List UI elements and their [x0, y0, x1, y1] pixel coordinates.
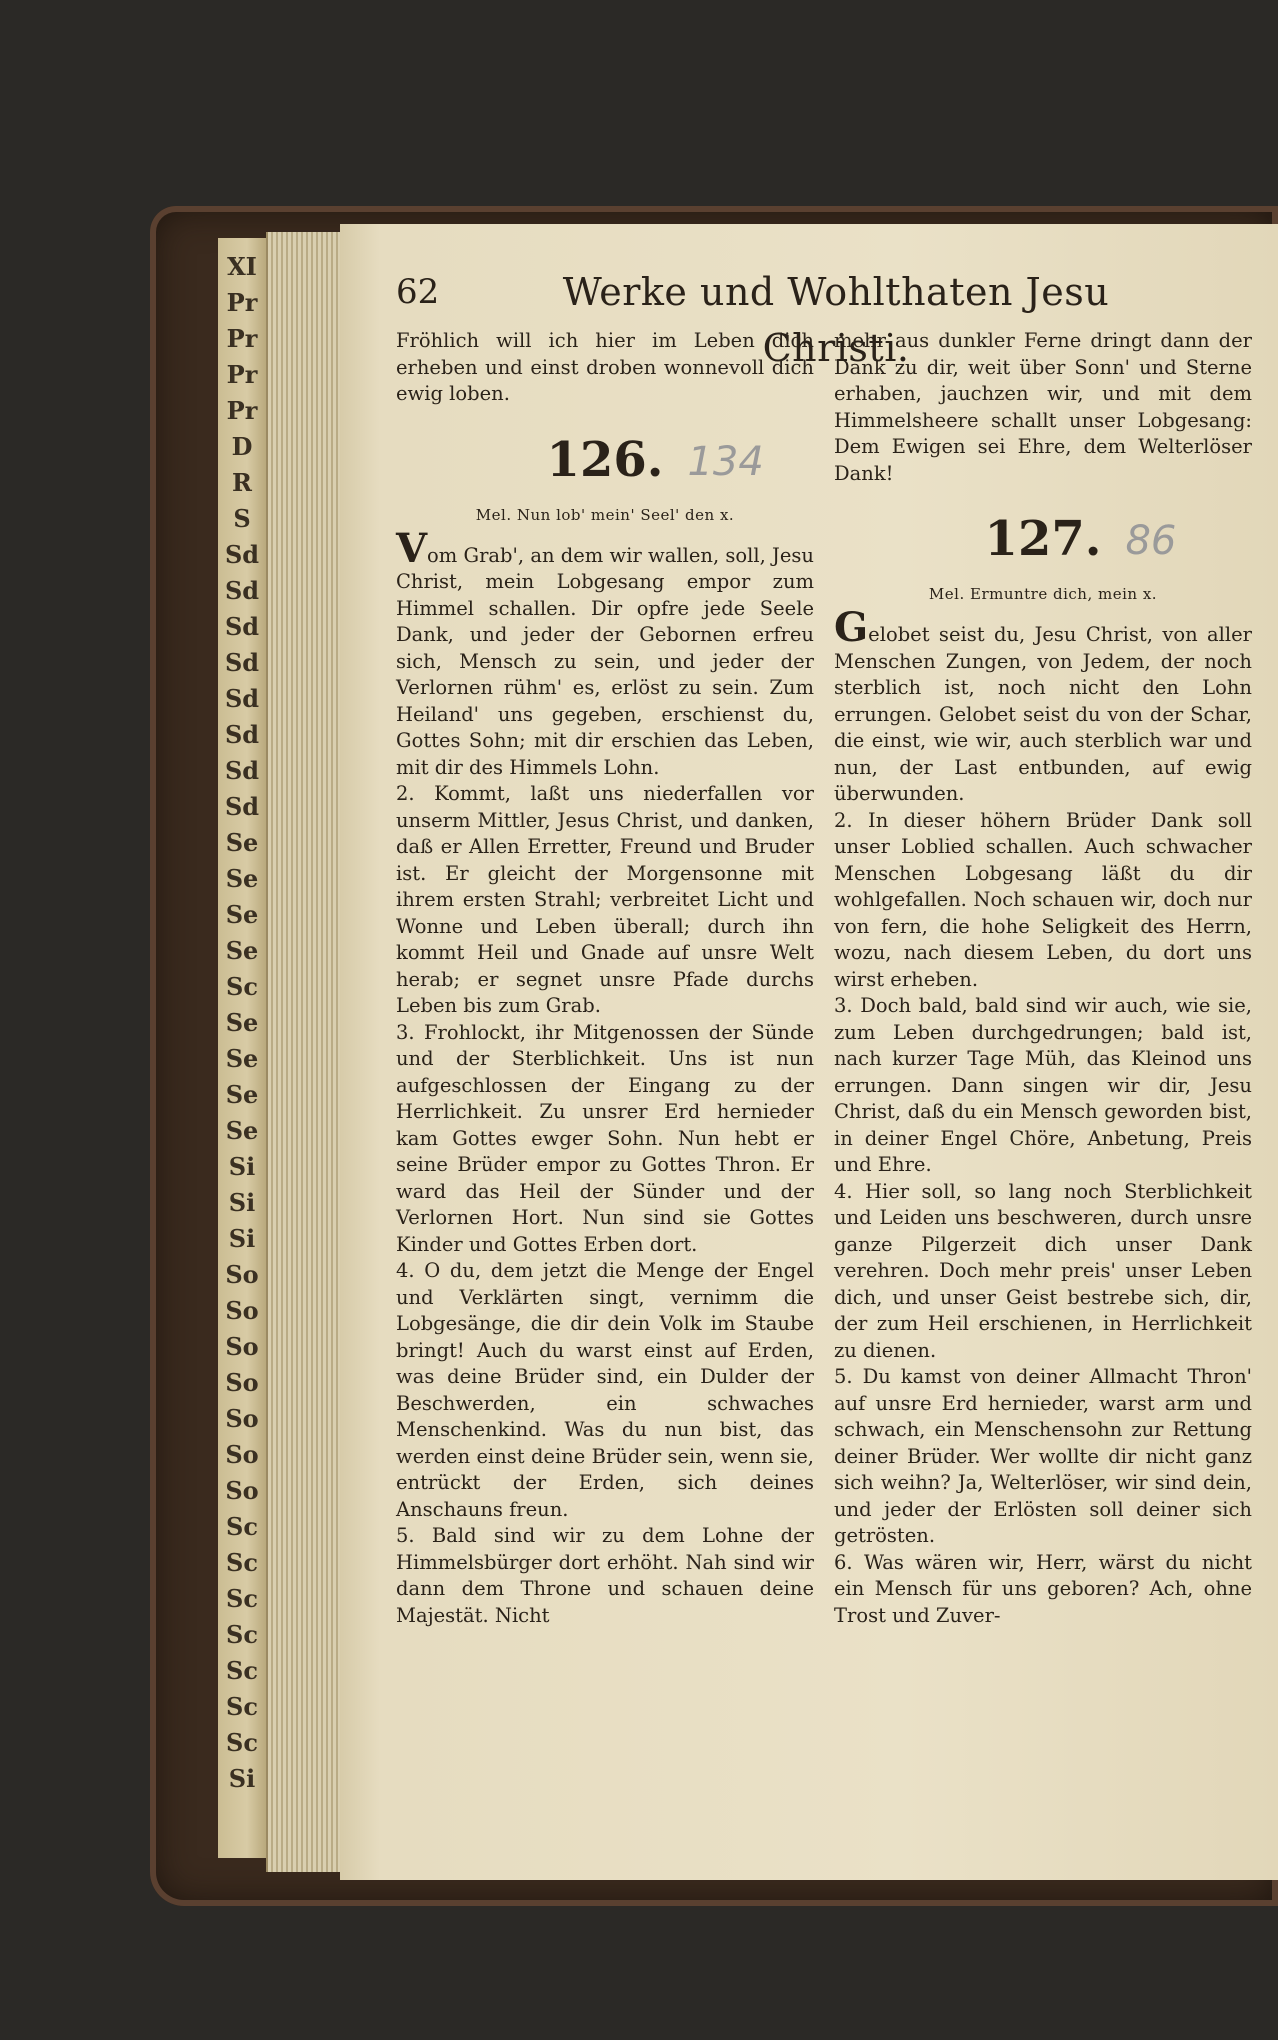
verse-1: [834, 604, 1252, 808]
verse-5: 5. Bald sind wir zu dem Lohne der Himmelsbürger dort erhöht. Nah sind wir dann dem Throne und schauen deine Majestät. Nicht: [396, 1524, 814, 1627]
thumb-tab: Sd: [224, 648, 260, 677]
thumb-tab: D: [231, 432, 253, 461]
book-page: [340, 224, 1278, 1880]
verse-1: [396, 524, 814, 782]
hymn-number-127: [834, 503, 1252, 575]
thumb-tab: Si: [228, 1152, 256, 1181]
thumb-tab: Se: [225, 828, 259, 857]
thumb-tab: So: [225, 1296, 259, 1325]
thumb-tab: Sc: [226, 1692, 258, 1721]
thumb-tab: Sd: [224, 576, 260, 605]
thumb-index-tabs: [218, 238, 268, 1858]
drop-cap: G: [834, 604, 869, 651]
hymn-number: 127.: [984, 511, 1102, 567]
melody-line: Mel. Ermuntre dich, mein x.: [928, 585, 1158, 603]
hymn-number: 126.: [546, 431, 664, 488]
thumb-tab: So: [225, 1332, 259, 1361]
thumb-tab: XI: [227, 252, 257, 281]
thumb-tab: Sd: [224, 612, 260, 641]
thumb-tab: Si: [228, 1188, 256, 1217]
thumb-tab: So: [225, 1476, 259, 1505]
thumb-tab: Sc: [226, 1584, 258, 1613]
verse-6: 6. Was wären wir, Herr, wärst du nicht ein Mensch für uns geboren? Ach, ohne Trost und Zuver-: [834, 1550, 1252, 1627]
thumb-tab: Sc: [226, 1548, 258, 1577]
verse-3: 3. Doch bald, bald sind wir auch, wie sie, zum Leben durchgedrungen; bald ist, nach kurzer Tage Müh, das Kleinod uns errungen. Dann singen wir dir, Jesu Christ, daß du ein Mensch geworden bist, in deiner Engel Chöre, Anbetung, Preis und Ehre.: [834, 994, 1252, 1176]
thumb-tab: So: [225, 1440, 259, 1469]
verse-5: 5. Du kamst von deiner Allmacht Thron' auf unsre Erd hernieder, warst arm und schwach, ein Menschensohn zur Rettung deiner Brüder. Wer wollte dir nicht ganz sich weihn? Ja, Welterlöser, wir sind dein, und jeder der Erlösten soll deiner sich getrösten.: [834, 1365, 1252, 1547]
thumb-tab: Sd: [224, 756, 260, 785]
thumb-tab: So: [225, 1260, 259, 1289]
thumb-tab: R: [232, 468, 252, 497]
thumb-tab: Sd: [224, 684, 260, 713]
thumb-tab: Se: [225, 936, 259, 965]
thumb-tab: Sd: [224, 792, 260, 821]
thumb-tab: Pr: [226, 360, 258, 389]
thumb-tab: Se: [225, 1008, 259, 1037]
thumb-tab: Se: [225, 900, 259, 929]
thumb-tab: Pr: [226, 324, 258, 353]
thumb-tab: Sc: [226, 1656, 258, 1685]
thumb-tab: Si: [228, 1224, 256, 1253]
verse-4: 4. Hier soll, so lang noch Sterblichkeit und Leiden uns beschweren, durch unsre ganze Pilgerzeit dich unser Dank verehren. Doch mehr preis' unser Leben dich, und unser Geist bestrebe sich, dir, der zum Heil erschienen, in Herrlichkeit zu dienen.: [834, 1179, 1252, 1362]
right-column: [834, 328, 1252, 1629]
thumb-tab: Si: [228, 1764, 256, 1793]
verse-2: 2. In dieser höhern Brüder Dank soll unser Loblied schallen. Auch schwacher Menschen Lobgesang läßt du dir wohlgefallen. Noch schauen wir, doch nur von fern, die hohe Seligkeit des Herrn, wozu, nach diesem Leben, du dort uns wirst erheben.: [834, 808, 1252, 991]
page-title: Werke und Wohlthaten Jesu Christi.: [562, 270, 1110, 370]
verse-3: 3. Frohlockt, ihr Mitgenossen der Sünde und der Sterblichkeit. Uns ist nun aufgeschlossen der Eingang zu der Herrlichkeit. Zu unsrer Erd hernieder kam Gottes ewger Sohn. Nun hebt er seine Brüder empor zu Gottes Thron. Er ward das Heil der Sünder und der Verlornen Hort. Nun sind sie Gottes Kinder und Gottes Erben dort.: [396, 1020, 814, 1256]
page-edges: [266, 232, 342, 1872]
melody-line: Mel. Nun lob' mein' Seel' den x.: [475, 505, 735, 524]
pencil-note: 134: [687, 438, 764, 485]
thumb-tab: Pr: [226, 396, 258, 425]
thumb-tab: Sc: [226, 1620, 258, 1649]
verse-2: 2. Kommt, laßt uns niederfallen vor unserm Mittler, Jesus Christ, und danken, daß er Allen Erretter, Freund und Bruder ist. Er gleicht der Morgensonne mit ihrem ersten Strahl; verbreitet Licht und Wonne und Leben überall; durch ihn kommt Heil und Gnade auf unsre Welt herab; er segnet unsre Pfade durchs Leben bis zum Grab.: [396, 782, 814, 1017]
page-number: 62: [396, 272, 440, 312]
continuation-text: mehr aus dunkler Ferne dringt dann der Dank zu dir, weit über Sonn' und Sterne erhaben, jauchzen wir, und mit dem Himmelsheere schallt unser Lobgesang: Dem Ewigen sei Ehre, dem Welterlöser Dank!: [834, 329, 1252, 485]
thumb-tab: Sd: [224, 540, 260, 569]
thumb-tab: So: [225, 1404, 259, 1433]
verse-4: 4. O du, dem jetzt die Menge der Engel und Verklärten singt, vernimm die Lobgesänge, die dir dein Volk im Staube bringt! Auch du warst einst auf Erden, was deine Brüder sind, ein Dulder der Beschwerden, ein schwaches Menschenkind. Was du nun bist, das werden einst deine Brüder sein, wenn sie, entrückt der Erden, sich deines Anschauns freun.: [396, 1259, 814, 1521]
thumb-tab: S: [233, 504, 251, 533]
thumb-tab: Se: [225, 864, 259, 893]
thumb-tab: Sd: [224, 720, 260, 749]
thumb-tab: Sc: [226, 1728, 258, 1757]
left-column: [396, 328, 814, 1629]
drop-cap: V: [396, 524, 428, 572]
thumb-tab: Sc: [226, 972, 258, 1001]
intro-text: Fröhlich will ich hier im Leben dich erheben und einst droben wonnevoll dich ewig loben.: [396, 329, 814, 405]
thumb-tab: So: [225, 1368, 259, 1397]
thumb-tab: Sc: [226, 1512, 258, 1541]
hymn-number-126: [396, 424, 814, 496]
thumb-tab: Se: [225, 1116, 259, 1145]
thumb-tab: Se: [225, 1080, 259, 1109]
verse-1-text: elobet seist du, Jesu Christ, von aller Menschen Zungen, von Jedem, der noch sterblich ist, noch nicht den Lohn errungen. Gelobet seist du von der Schar, die einst, wie wir, auch sterblich war und nun, der Last entbunden, auf ewig überwunden.: [834, 623, 1252, 805]
verse-1-text: om Grab', an dem wir wallen, soll, Jesu Christ, mein Lobgesang empor zum Himmel schallen. Dir opfre jede Seele Dank, und jeder der Gebornen erfreu sich, Mensch zu sein, und jeder der Verlornen rühm' es, erlöst zu sein. Zum Heiland' uns gegeben, erschienst du, Gottes Sohn; mit dir erschien das Leben, mit dir des Himmels Lohn.: [396, 543, 814, 779]
thumb-tab: Se: [225, 1044, 259, 1073]
pencil-note: 86: [1125, 518, 1177, 564]
thumb-tab: Pr: [226, 288, 258, 317]
